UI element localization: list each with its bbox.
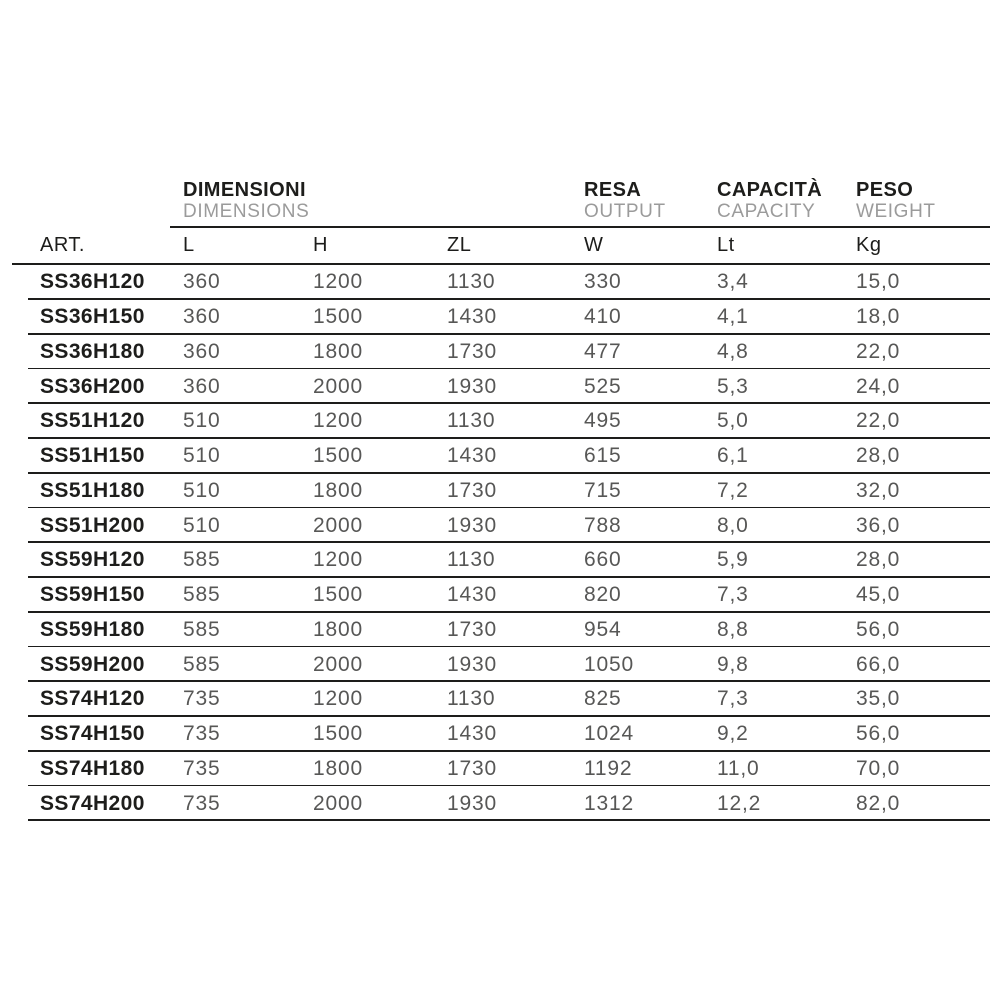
article-code: SS59H200 [40,652,145,676]
table-row [12,404,990,439]
dimension-zl-value: 1930 [447,652,497,676]
article-code: SS51H180 [40,478,145,502]
table-row [12,786,990,821]
table-row [12,508,990,543]
output-w-value: 410 [584,305,622,329]
capacity-lt-value: 11,0 [717,756,760,780]
group-title-italian: CAPACITÀ [717,179,823,201]
dimension-l-value: 735 [183,687,221,711]
article-code: SS51H200 [40,513,145,537]
capacity-lt-value: 12,2 [717,791,762,815]
dimension-l-value: 510 [183,444,221,468]
output-w-value: 615 [584,444,622,468]
output-w-value: 330 [584,270,622,294]
dimension-h-value: 1500 [313,722,363,746]
column-header-l: L [183,234,195,256]
weight-kg-value: 66,0 [856,652,901,676]
dimension-l-value: 585 [183,652,221,676]
dimension-zl-value: 1730 [447,478,497,502]
dimension-l-value: 360 [183,270,221,294]
article-code: SS36H180 [40,339,145,363]
table-row [12,335,990,370]
article-code: SS36H150 [40,305,145,329]
dimension-l-value: 735 [183,722,221,746]
table-row [12,369,990,404]
dimension-h-value: 1200 [313,270,363,294]
article-code: SS74H200 [40,791,145,815]
capacity-lt-value: 8,8 [717,617,749,641]
dimension-zl-value: 1430 [447,444,497,468]
column-header-row [12,228,990,265]
dimension-zl-value: 1930 [447,513,497,537]
table-body [12,265,990,821]
dimension-l-value: 360 [183,339,221,363]
column-header-zl: ZL [447,234,472,256]
dimension-h-value: 1200 [313,548,363,572]
weight-kg-value: 15,0 [856,270,901,294]
output-w-value: 954 [584,617,622,641]
group-capacity [717,176,856,228]
capacity-lt-value: 7,3 [717,583,749,607]
group-dimensions [183,176,584,228]
capacity-lt-value: 6,1 [717,444,749,468]
article-code: SS59H150 [40,583,145,607]
dimension-zl-value: 1430 [447,305,497,329]
group-underline-rule [170,226,990,228]
group-weight [856,176,990,228]
dimension-zl-value: 1430 [447,583,497,607]
article-code: SS51H120 [40,409,145,433]
group-output [584,176,717,228]
table-row [12,474,990,509]
dimension-h-value: 2000 [313,652,363,676]
article-code: SS36H120 [40,270,145,294]
weight-kg-value: 32,0 [856,478,901,502]
column-header-h: H [313,234,328,256]
weight-kg-value: 22,0 [856,339,901,363]
group-title-italian: RESA [584,179,642,201]
dimension-h-value: 1800 [313,478,363,502]
weight-kg-value: 28,0 [856,444,901,468]
column-header-kg: Kg [856,234,882,256]
output-w-value: 788 [584,513,622,537]
weight-kg-value: 24,0 [856,374,901,398]
dimension-l-value: 735 [183,756,221,780]
dimension-h-value: 1800 [313,339,363,363]
output-w-value: 1312 [584,791,634,815]
output-w-value: 820 [584,583,622,607]
article-code: SS59H120 [40,548,145,572]
output-w-value: 1024 [584,722,634,746]
group-title-english: CAPACITY [717,201,816,222]
capacity-lt-value: 3,4 [717,270,749,294]
column-header-w: W [584,234,604,256]
dimension-zl-value: 1730 [447,617,497,641]
article-code: SS74H150 [40,722,145,746]
table-row [12,543,990,578]
group-title-english: DIMENSIONS [183,201,310,222]
spec-table [12,176,990,821]
capacity-lt-value: 4,1 [717,305,749,329]
weight-kg-value: 56,0 [856,617,901,641]
weight-kg-value: 70,0 [856,756,901,780]
group-title-english: WEIGHT [856,201,936,222]
table-row [12,682,990,717]
column-header-lt: Lt [717,234,735,256]
output-w-value: 825 [584,687,622,711]
group-title-italian: DIMENSIONI [183,179,306,201]
dimension-l-value: 585 [183,617,221,641]
dimension-l-value: 510 [183,478,221,502]
dimension-zl-value: 1130 [447,270,496,294]
table-row [12,613,990,648]
article-code: SS36H200 [40,374,145,398]
table-row [12,300,990,335]
weight-kg-value: 35,0 [856,687,901,711]
output-w-value: 1050 [584,652,634,676]
article-code: SS59H180 [40,617,145,641]
table-row [12,717,990,752]
capacity-lt-value: 5,9 [717,548,749,572]
table-row [12,647,990,682]
weight-kg-value: 28,0 [856,548,901,572]
capacity-lt-value: 5,0 [717,409,749,433]
dimension-zl-value: 1130 [447,548,496,572]
weight-kg-value: 56,0 [856,722,901,746]
dimension-zl-value: 1730 [447,339,497,363]
dimension-h-value: 2000 [313,513,363,537]
dimension-zl-value: 1130 [447,409,496,433]
article-code: SS74H120 [40,687,145,711]
weight-kg-value: 45,0 [856,583,901,607]
output-w-value: 477 [584,339,622,363]
output-w-value: 495 [584,409,622,433]
dimension-zl-value: 1730 [447,756,497,780]
dimension-h-value: 1200 [313,687,363,711]
dimension-l-value: 585 [183,583,221,607]
dimension-h-value: 1500 [313,583,363,607]
table-row [12,752,990,787]
dimension-l-value: 360 [183,374,221,398]
capacity-lt-value: 5,3 [717,374,749,398]
capacity-lt-value: 9,8 [717,652,749,676]
dimension-h-value: 1500 [313,444,363,468]
table-row [12,439,990,474]
capacity-lt-value: 7,3 [717,687,749,711]
output-w-value: 660 [584,548,622,572]
weight-kg-value: 36,0 [856,513,901,537]
group-spacer [12,176,183,228]
dimension-l-value: 735 [183,791,221,815]
dimension-l-value: 360 [183,305,221,329]
table-row [12,578,990,613]
dimension-l-value: 510 [183,513,221,537]
output-w-value: 715 [584,478,622,502]
weight-kg-value: 82,0 [856,791,901,815]
capacity-lt-value: 8,0 [717,513,749,537]
article-code: SS74H180 [40,756,145,780]
dimension-zl-value: 1930 [447,791,497,815]
dimension-h-value: 1800 [313,617,363,641]
group-title-italian: PESO [856,179,914,201]
dimension-l-value: 585 [183,548,221,572]
capacity-lt-value: 9,2 [717,722,749,746]
weight-kg-value: 18,0 [856,305,901,329]
capacity-lt-value: 4,8 [717,339,749,363]
group-header-row [12,176,990,228]
capacity-lt-value: 7,2 [717,478,749,502]
group-title-english: OUTPUT [584,201,666,222]
article-code: SS51H150 [40,444,145,468]
output-w-value: 525 [584,374,622,398]
dimension-l-value: 510 [183,409,221,433]
dimension-h-value: 1500 [313,305,363,329]
dimension-zl-value: 1930 [447,374,497,398]
column-header-art: ART. [40,234,85,256]
dimension-zl-value: 1430 [447,722,497,746]
dimension-h-value: 1800 [313,756,363,780]
dimension-h-value: 1200 [313,409,363,433]
table-row [12,265,990,300]
dimension-h-value: 2000 [313,791,363,815]
weight-kg-value: 22,0 [856,409,901,433]
dimension-zl-value: 1130 [447,687,496,711]
output-w-value: 1192 [584,756,633,780]
dimension-h-value: 2000 [313,374,363,398]
